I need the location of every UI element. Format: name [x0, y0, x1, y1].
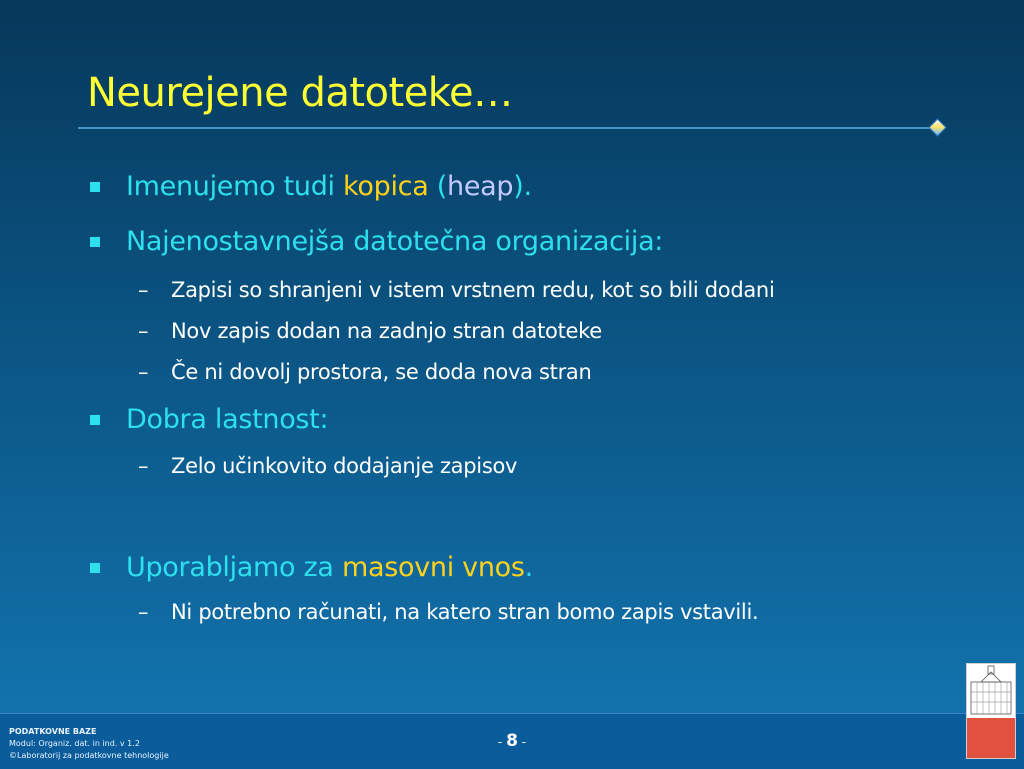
footer-info — [9, 726, 169, 762]
sub-item — [138, 360, 592, 384]
diamond-icon — [928, 118, 946, 136]
bullet-item-organization — [126, 226, 663, 257]
dash-icon: – — [138, 319, 149, 343]
title-rule — [78, 127, 935, 129]
dash-icon: – — [138, 360, 149, 384]
sub-item — [138, 454, 518, 478]
sub-item-text: Zelo učinkovito dodajanje zapisov — [171, 454, 518, 478]
logo-red-block — [967, 718, 1015, 758]
highlight-masovni-vnos: masovni vnos — [341, 552, 525, 583]
university-building-logo-icon — [966, 663, 1016, 759]
footer-copyright: ©Laboratorij za podatkovne tehnologije — [9, 751, 169, 760]
square-bullet-icon — [90, 182, 100, 192]
bullet-suffix: . — [524, 552, 533, 583]
bullet-item-heap — [126, 171, 532, 202]
square-bullet-icon — [90, 563, 100, 573]
footer-module: Modul: Organiz. dat. in ind. v 1.2 — [9, 739, 140, 748]
square-bullet-icon — [90, 237, 100, 247]
bullet-text: Imenujemo tudi — [126, 171, 344, 202]
bullet-item-advantage — [126, 404, 328, 435]
sub-item — [138, 600, 759, 624]
paren-close: ). — [513, 171, 532, 202]
dash-icon: – — [138, 278, 149, 302]
footer-course: PODATKOVNE BAZE — [9, 727, 97, 736]
slide-title: Neurejene datoteke… — [87, 70, 513, 116]
sub-item — [138, 278, 775, 302]
highlight-heap: heap — [447, 171, 514, 202]
bullet-item-usage — [126, 552, 533, 583]
sub-item-text: Zapisi so shranjeni v istem vrstnem redu, kot so bili dodani — [171, 278, 775, 302]
page-number — [480, 731, 544, 751]
page-suffix: - — [517, 735, 527, 749]
paren-open: ( — [428, 171, 448, 202]
bullet-text: Najenostavnejša datotečna organizacija: — [126, 226, 664, 257]
sub-item-text: Nov zapis dodan na zadnjo stran datoteke — [171, 319, 602, 343]
page-number-value: 8 — [506, 731, 518, 751]
building-drawing — [967, 664, 1015, 718]
square-bullet-icon — [90, 415, 100, 425]
dash-icon: – — [138, 600, 149, 624]
bullet-text: Dobra lastnost: — [126, 404, 329, 435]
highlight-kopica: kopica — [343, 171, 429, 202]
sub-item-text: Če ni dovolj prostora, se doda nova stran — [171, 360, 592, 384]
page-prefix: - — [497, 735, 507, 749]
dash-icon: – — [138, 454, 149, 478]
bullet-text: Uporabljamo za — [126, 552, 342, 583]
sub-item-text: Ni potrebno računati, na katero stran bomo zapis vstavili. — [171, 600, 759, 624]
sub-item — [138, 319, 602, 343]
